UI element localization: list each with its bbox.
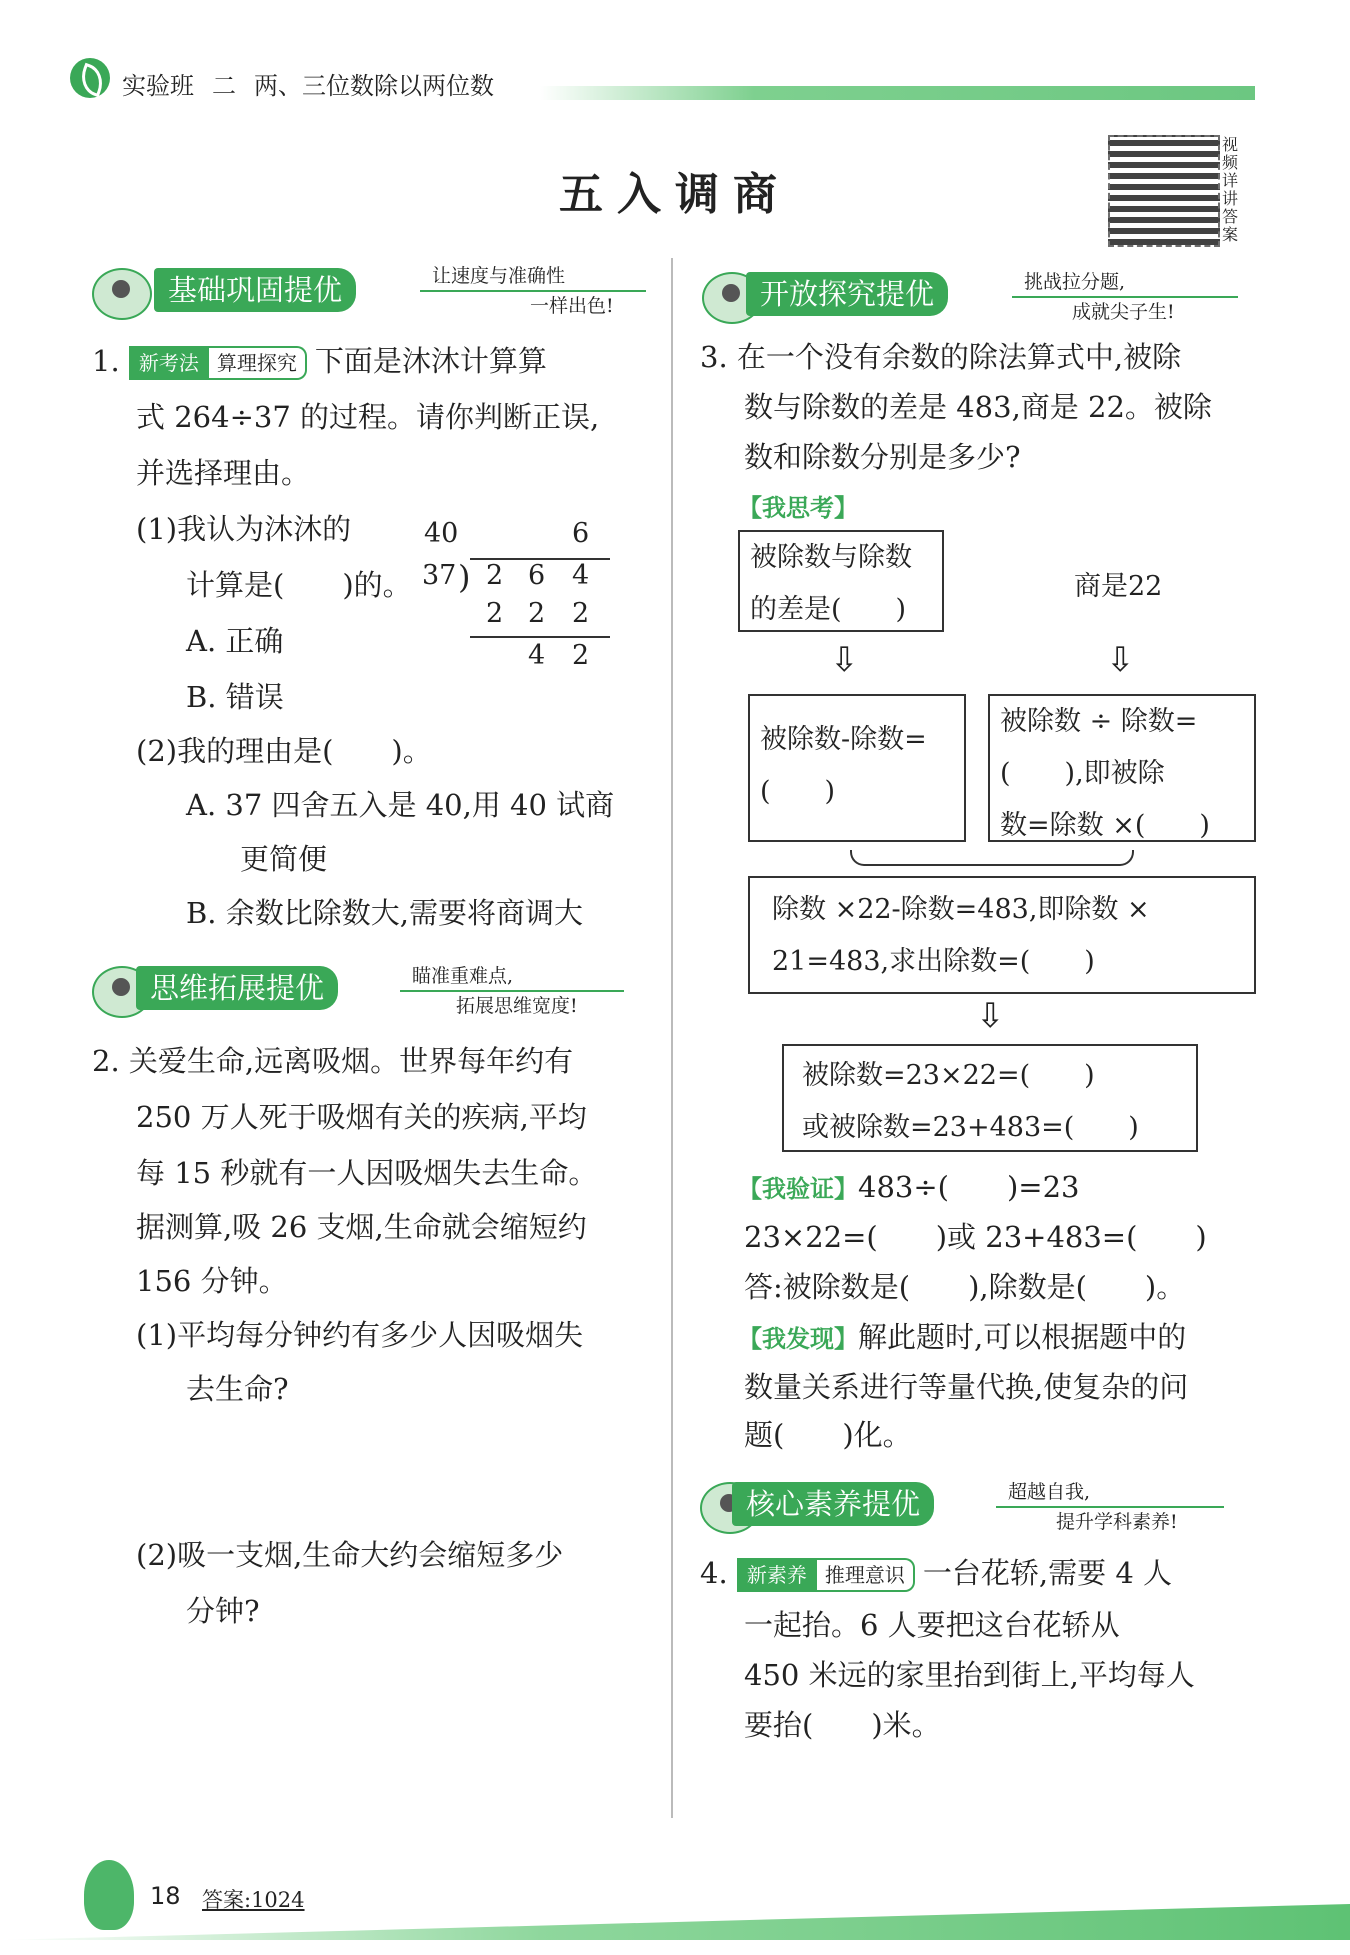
down-arrow-icon: ⇩ [830, 640, 859, 680]
qr-code-icon[interactable] [1108, 135, 1220, 247]
divisor: 37 [422, 560, 457, 591]
box-text: 被除数 ÷ 除数= [1000, 706, 1198, 737]
dolphin-icon [84, 1860, 134, 1930]
tag-topic: 算理探究 [209, 346, 307, 380]
question-text: 在一个没有余数的除法算式中,被除 [736, 340, 1182, 374]
sub-question: 计算是( )的。 [186, 568, 412, 602]
sub-question: (2)我的理由是( )。 [136, 734, 432, 768]
dividend-digit: 4 [572, 560, 590, 591]
question-text: 据测算,吸 26 支烟,生命就会缩短约 [136, 1210, 587, 1244]
verify-line [738, 1160, 1079, 1216]
box-divide [988, 694, 1256, 842]
question-2 [92, 1034, 573, 1088]
down-arrow-icon: ⇩ [976, 996, 1005, 1036]
product-digit: 2 [486, 598, 504, 629]
unit-title: 两、三位数除以两位数 [254, 72, 494, 100]
dividend-digit: 2 [486, 560, 504, 591]
section-slogan: 成就尖子生! [1072, 301, 1175, 323]
product-digit: 2 [572, 598, 590, 629]
question-text: 关爱生命,远离吸烟。世界每年约有 [128, 1044, 574, 1078]
box-difference [738, 530, 944, 632]
product-digit: 2 [528, 598, 546, 629]
reason-a-cont: 更简便 [240, 842, 328, 876]
think-label: 【我思考】 [738, 494, 858, 522]
question-number: 4. [700, 1556, 728, 1590]
series-name: 实验班 [122, 72, 194, 100]
question-text: 每 15 秒就有一人因吸烟失去生命。 [136, 1156, 598, 1190]
section-slogan: 拓展思维宽度! [456, 995, 578, 1017]
box-text: ( ),即被除 [1000, 758, 1165, 789]
long-division [420, 518, 610, 678]
section-slogan: 瞄准重难点, [412, 965, 514, 987]
question-text: 一台花轿,需要 4 人 [922, 1556, 1172, 1590]
answer-page[interactable]: 答案:1024 [202, 1888, 305, 1912]
down-arrow-icon: ⇩ [1106, 640, 1135, 680]
page-number: 18 [150, 1882, 181, 1910]
quotient: 6 [572, 518, 590, 549]
unit-number: 二 [212, 72, 236, 100]
sub-question: 分钟? [186, 1594, 260, 1628]
discover-text: 解此题时,可以根据题中的 [858, 1320, 1187, 1354]
question-text: 156 分钟。 [136, 1264, 288, 1298]
section-banner-explore: 开放探究提优 [746, 272, 948, 316]
quotient-note: 商是22 [1074, 571, 1163, 602]
box-text: 或被除数=23+483=( ) [802, 1112, 1139, 1143]
box-text: 被除数=23×22=( ) [802, 1060, 1095, 1091]
subtract-line [470, 636, 610, 638]
slogan-line [1012, 296, 1238, 298]
box-text: 被除数与除数 [750, 542, 912, 573]
section-slogan: 让速度与准确性 [432, 265, 566, 287]
page-title: 五入调商 [559, 169, 791, 220]
question-number: 3. [700, 340, 728, 374]
section-slogan: 超越自我, [1008, 1481, 1091, 1503]
question-text: 一起抬。6 人要把这台花轿从 [744, 1608, 1120, 1642]
reason-b[interactable]: B. 余数比除数大,需要将商调大 [186, 896, 583, 930]
verify-text: 483÷( )=23 [858, 1170, 1080, 1204]
qr-caption: 视频详讲答案 [1222, 135, 1239, 244]
box-text: ( ) [760, 776, 836, 807]
remainder-digit: 4 [528, 640, 546, 671]
question-text: 450 米远的家里抬到街上,平均每人 [744, 1658, 1195, 1692]
section-banner-basic: 基础巩固提优 [154, 268, 356, 312]
section-slogan: 挑战拉分题, [1024, 271, 1126, 293]
question-number: 2. [92, 1044, 120, 1078]
trial-quotient: 40 [424, 518, 459, 549]
discover-text: 题( )化。 [744, 1418, 912, 1452]
section-slogan: 一样出色! [530, 295, 614, 317]
question-text: 250 万人死于吸烟有关的疾病,平均 [136, 1100, 587, 1134]
sub-question: (1)平均每分钟约有多少人因吸烟失 [136, 1318, 584, 1352]
question-text: 数和除数分别是多少? [744, 440, 1021, 474]
box-text: 的差是( ) [750, 594, 907, 625]
reason-a[interactable]: A. 37 四舍五入是 40,用 40 试商 [186, 788, 615, 822]
division-bracket: ) [458, 558, 471, 596]
leaf-logo-icon [70, 58, 110, 98]
discover-text: 数量关系进行等量代换,使复杂的问 [744, 1370, 1189, 1404]
box-dividend [782, 1044, 1198, 1152]
question-number: 1. [92, 344, 120, 378]
slogan-line [400, 990, 624, 992]
sub-question: (2)吸一支烟,生命大约会缩短多少 [136, 1538, 564, 1572]
mascot-icon [92, 268, 152, 320]
question-text: 下面是沐沐计算算 [314, 344, 547, 378]
question-text: 并选择理由。 [136, 456, 311, 490]
box-text: 除数 ×22-除数=483,即除数 × [772, 894, 1150, 925]
tag-new-method: 新考法 [129, 346, 209, 380]
slogan-line [420, 290, 646, 292]
question-text: 式 264÷37 的过程。请你判断正误, [136, 400, 600, 434]
answer-line: 答:被除数是( ),除数是( )。 [744, 1270, 1186, 1304]
verify-text: 23×22=( )或 23+483=( ) [744, 1220, 1207, 1254]
option-a[interactable]: A. 正确 [186, 624, 284, 658]
slogan-line [996, 1506, 1224, 1508]
section-banner-core: 核心素养提优 [732, 1482, 934, 1526]
question-text: 数与除数的差是 483,商是 22。被除 [744, 390, 1212, 424]
box-text: 被除数-除数= [760, 724, 927, 755]
question-3 [700, 330, 1181, 384]
box-subtract [748, 694, 966, 842]
box-divisor [748, 876, 1256, 994]
sub-question: (1)我认为沐沐的 [136, 512, 352, 546]
brace [850, 850, 1134, 866]
option-b[interactable]: B. 错误 [186, 680, 284, 714]
question-text: 要抬( )米。 [744, 1708, 941, 1742]
header-title [122, 66, 512, 101]
header-bar [540, 86, 1255, 100]
tag-topic: 推理意识 [817, 1558, 915, 1592]
discover-label: 【我发现】 [738, 1325, 858, 1353]
box-text: 21=483,求出除数=( ) [772, 946, 1095, 977]
dividend-digit: 6 [528, 560, 546, 591]
section-banner-thinking: 思维拓展提优 [136, 966, 338, 1010]
column-divider [671, 258, 673, 1818]
question-4 [700, 1546, 1172, 1600]
sub-question: 去生命? [186, 1372, 289, 1406]
section-slogan: 提升学科素养! [1056, 1511, 1178, 1533]
box-text: 数=除数 ×( ) [1000, 810, 1210, 841]
discover-line [738, 1310, 1186, 1366]
tag-new-literacy: 新素养 [737, 1558, 817, 1592]
question-1 [92, 334, 547, 388]
remainder-digit: 2 [572, 640, 590, 671]
verify-label: 【我验证】 [738, 1175, 858, 1203]
